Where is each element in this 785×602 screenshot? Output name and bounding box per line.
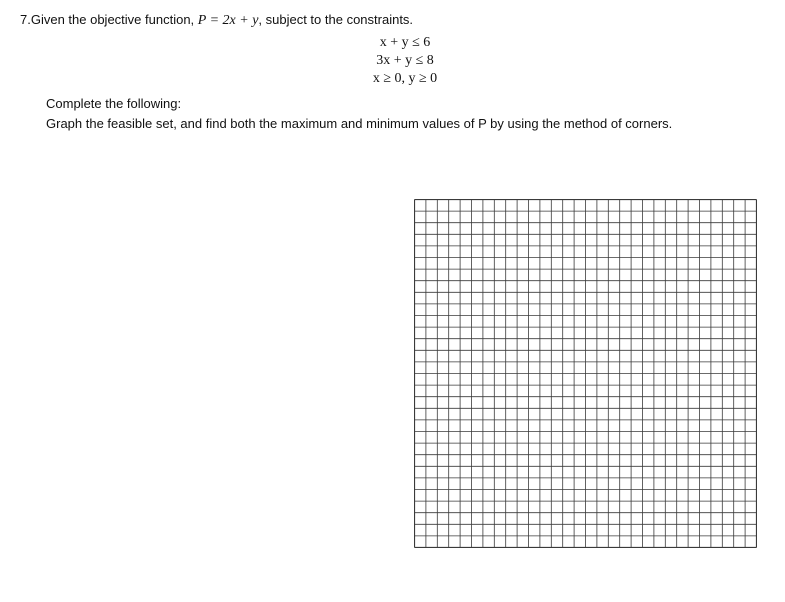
instructions-heading: Complete the following: <box>46 96 182 111</box>
constraint-3: x ≥ 0, y ≥ 0 <box>372 71 438 86</box>
problem-prefix: Given the objective function, <box>30 12 198 27</box>
instructions-task: Graph the feasible set, and find both the maximum and minimum values of P by using the method of corners. <box>46 116 673 131</box>
constraint-2: 3x + y ≤ 8 <box>376 53 434 68</box>
problem-suffix: , subject to the constraints. <box>258 12 414 27</box>
constraint-1: x + y ≤ 6 <box>379 35 431 50</box>
objective-function: P = 2x + y <box>197 13 259 28</box>
problem-number: 7. <box>20 12 31 27</box>
constraints-list <box>340 34 470 88</box>
instructions <box>46 94 672 134</box>
problem-statement <box>20 12 413 29</box>
graph-paper-grid[interactable] <box>414 199 757 548</box>
